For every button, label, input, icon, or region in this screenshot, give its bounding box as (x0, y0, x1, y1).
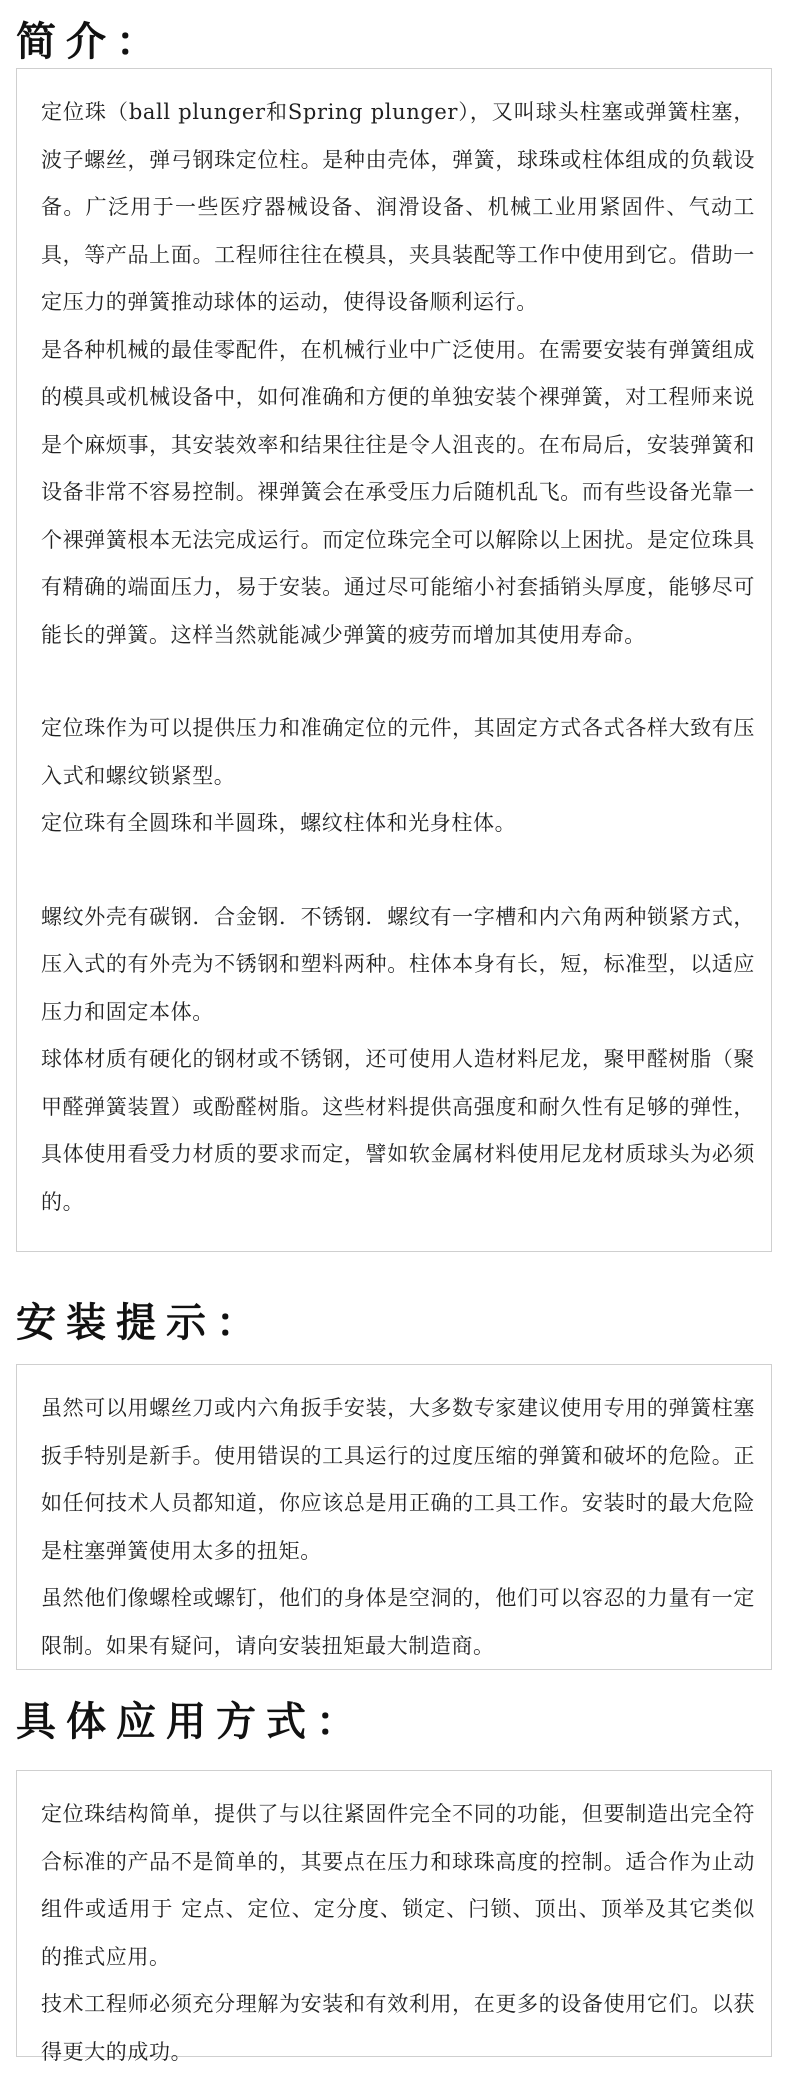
intro-paragraph-3: 定位珠作为可以提供压力和准确定位的元件，其固定方式各式各样大致有压入式和螺纹锁紧型。 (41, 716, 755, 788)
usage-paragraph-1: 定位珠结构简单，提供了与以往紧固件完全不同的功能，但要制造出完全符合标准的产品不是简单的，其要点在压力和球珠高度的控制。适合作为止动组件或适用于 定点、定位、定分度、锁定、闩锁、顶出、顶举及其它类似的推式应用。 (41, 1802, 755, 1969)
usage-box (16, 1770, 772, 2064)
install-paragraph-2: 虽然他们像螺栓或螺钉，他们的身体是空洞的，他们可以容忍的力量有一定限制。如果有疑问，请向安装扭矩最大制造商。 (41, 1586, 755, 1658)
install-paragraph-1: 虽然可以用螺丝刀或内六角扳手安装，大多数专家建议使用专用的弹簧柱塞扳手特别是新手。使用错误的工具运行的过度压缩的弹簧和破坏的危险。正如任何技术人员都知道，你应该总是用正确的工具工作。安装时的最大危险是柱塞弹簧使用太多的扭矩。 (41, 1396, 755, 1563)
intro-paragraph-5: 螺纹外壳有碳钢．合金钢．不锈钢．螺纹有一字槽和内六角两种锁紧方式，压入式的有外壳为不锈钢和塑料两种。柱体本身有长，短，标准型，以适应压力和固定本体。 (41, 904, 755, 1024)
usage-heading: 具体应用方式： (16, 1698, 366, 1745)
install-heading: 安装提示： (16, 1299, 266, 1346)
intro-paragraph-6: 球体材质有硬化的钢材或不锈钢，还可使用人造材料尼龙，聚甲醛树脂（聚甲醛弹簧装置）或酚醛树脂。这些材料提供高强度和耐久性有足够的弹性，具体使用看受力材质的要求而定，譬如软金属材料使用尼龙材质球头为必须的。 (41, 1047, 755, 1214)
intro-box (16, 68, 772, 1252)
install-box (16, 1364, 772, 1670)
intro-paragraph-4: 定位珠有全圆珠和半圆珠，螺纹柱体和光身柱体。 (41, 811, 517, 835)
intro-heading: 简介： (16, 18, 166, 65)
intro-paragraph-2: 是各种机械的最佳零配件，在机械行业中广泛使用。在需要安装有弹簧组成的模具或机械设备中，如何准确和方便的单独安装个裸弹簧，对工程师来说是个麻烦事，其安装效率和结果往往是令人沮丧的。在布局后，安装弹簧和设备非常不容易控制。裸弹簧会在承受压力后随机乱飞。而有些设备光靠一个裸弹簧根本无法完成运行。而定位珠完全可以解除以上困扰。是定位珠具有精确的端面压力，易于安装。通过尽可能缩小衬套插销头厚度，能够尽可能长的弹簧。这样当然就能减少弹簧的疲劳而增加其使用寿命。 (41, 337, 755, 647)
usage-paragraph-2: 技术工程师必须充分理解为安装和有效利用，在更多的设备使用它们。以获得更大的成功。 (41, 1992, 755, 2064)
intro-paragraph-1: 定位珠（ball plunger和Spring plunger），又叫球头柱塞或弹簧柱塞，波子螺丝，弹弓钢珠定位柱。是种由壳体，弹簧，球珠或柱体组成的负载设备。广泛用于一些医疗器械设备、润滑设备、机械工业用紧固件、气动工具，等产品上面。工程师往往在模具，夹具装配等工作中使用到它。借助一定压力的弹簧推动球体的运动，使得设备顺利运行。 (41, 100, 755, 314)
